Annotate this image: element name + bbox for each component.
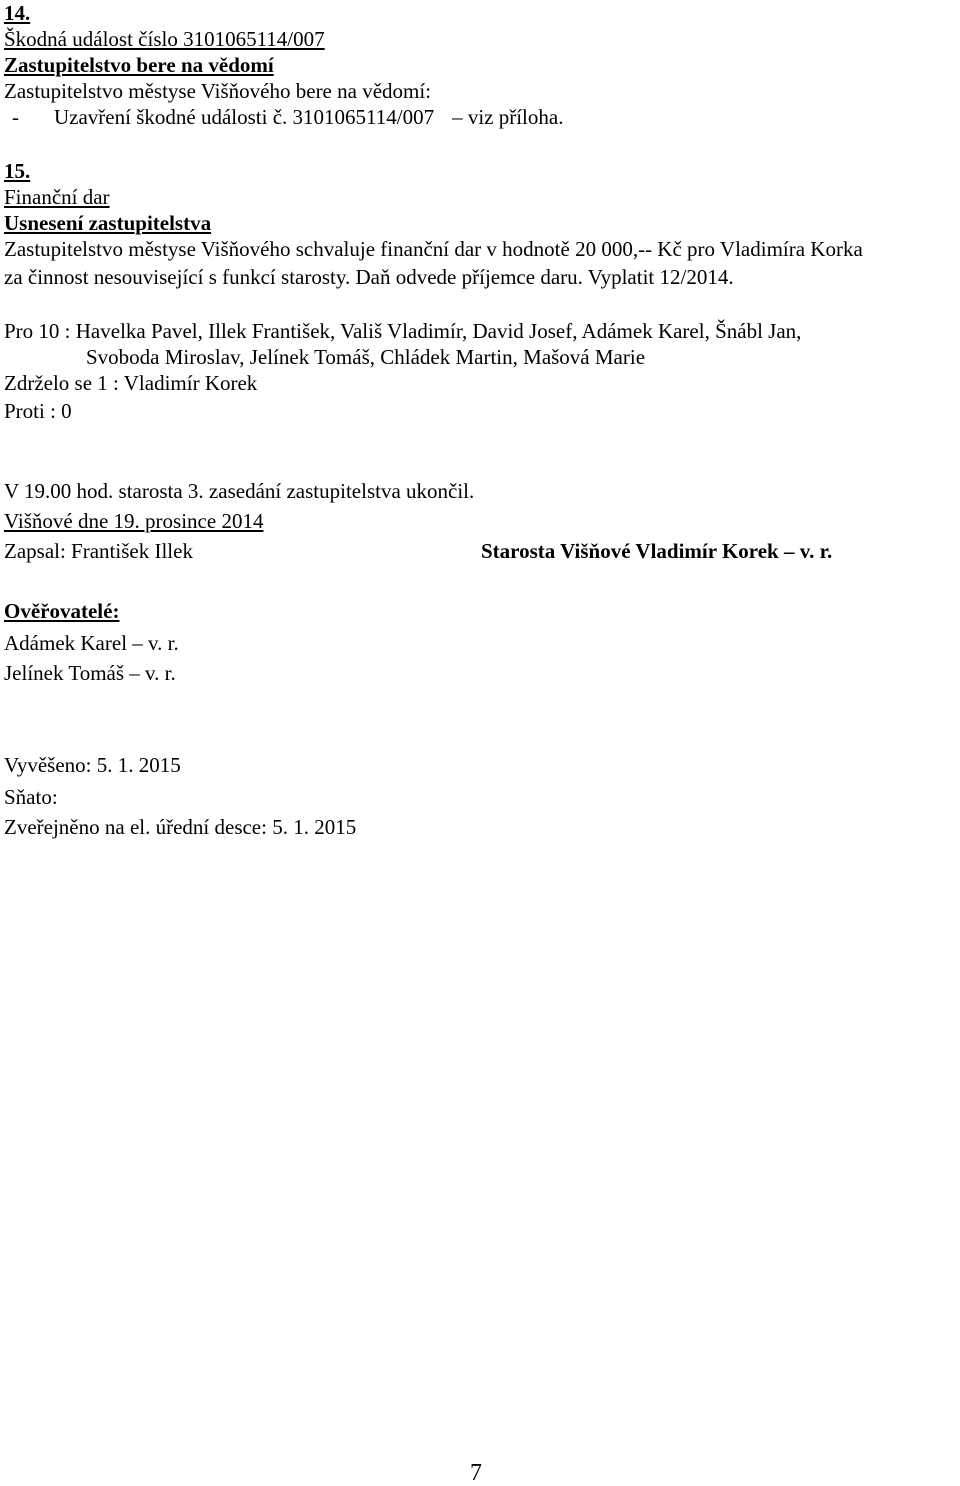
item-15-text-line-2: za činnost nesouvisející s funkcí starosty. Daň odvede příjemce daru. Vyplatit 12/2014. <box>4 265 734 289</box>
closing-place-date: Višňové dne 19. prosince 2014 <box>4 509 264 533</box>
bullet-dash: - <box>12 105 19 129</box>
closing-mayor: Starosta Višňové Vladimír Korek – v. r. <box>481 539 833 563</box>
closing-recorder: Zapsal: František Illek <box>4 539 193 563</box>
item-15-heading: Usnesení zastupitelstva <box>4 211 212 235</box>
verifiers-heading: Ověřovatelé: <box>4 599 120 623</box>
item-14-heading: Zastupitelstvo bere na vědomí <box>4 53 274 77</box>
vote-for-line-1: Pro 10 : Havelka Pavel, Illek František, Vališ Vladimír, David Josef, Adámek Karel, Šnábl Jan, <box>4 319 802 343</box>
item-14-bullet-dash2: – <box>452 105 463 129</box>
item-14-bullet-ref: viz příloha. <box>467 105 564 129</box>
published-date: Zveřejněno na el. úřední desce: 5. 1. 2015 <box>4 815 357 839</box>
item-14-bullet <box>4 104 563 130</box>
page-number: 7 <box>470 1460 482 1486</box>
item-14-title: Škodná událost číslo 3101065114/007 <box>4 27 325 51</box>
posted-date: Vyvěšeno: 5. 1. 2015 <box>4 753 181 777</box>
item-14-bullet-text: Uzavření škodné události č. 3101065114/007 <box>54 105 435 129</box>
removed-date: Sňato: <box>4 785 58 809</box>
verifier-2: Jelínek Tomáš – v. r. <box>4 661 176 685</box>
verifier-1: Adámek Karel – v. r. <box>4 631 179 655</box>
item-14-number: 14. <box>4 1 31 25</box>
vote-for-line-2: Svoboda Miroslav, Jelínek Tomáš, Chládek Martin, Mašová Marie <box>86 345 646 369</box>
vote-against: Proti : 0 <box>4 399 72 423</box>
item-15-number: 15. <box>4 159 31 183</box>
item-14-intro: Zastupitelstvo městyse Višňového bere na vědomí: <box>4 79 432 103</box>
vote-abstain: Zdrželo se 1 : Vladimír Korek <box>4 371 258 395</box>
item-15-text-line-1: Zastupitelstvo městyse Višňového schvaluje finanční dar v hodnotě 20 000,-- Kč pro Vladimíra Korka <box>4 237 863 261</box>
closing-end-text: V 19.00 hod. starosta 3. zasedání zastupitelstva ukončil. <box>4 479 475 503</box>
item-15-title: Finanční dar <box>4 185 110 209</box>
